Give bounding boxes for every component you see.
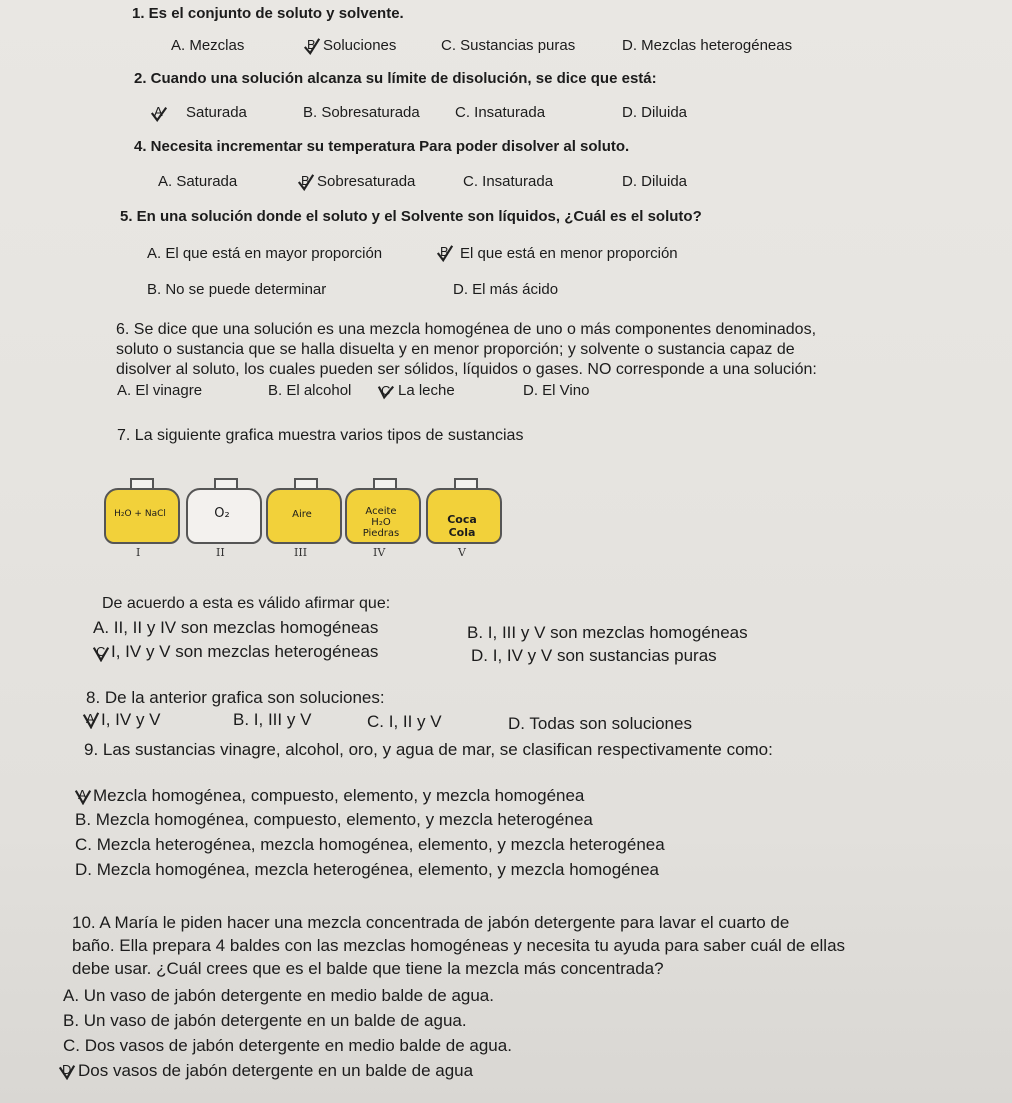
question-10-line-1: 10. A María le piden hacer una mezcla concentrada de jabón detergente para lavar el cuarto de [72,913,790,932]
q1-option-c[interactable]: C. Sustancias puras [441,37,576,54]
q6-option-c[interactable]: La leche [398,382,455,399]
q4-option-d[interactable]: D. Diluida [622,173,688,190]
jar-IV [343,478,423,558]
q9-option-d[interactable]: D. Mezcla homogénea, mezcla heterogénea, elemento, y mezcla homogénea [75,860,660,879]
check-mark-icon [303,37,321,55]
jar-III-number: III [294,546,308,559]
check-mark-icon [436,244,454,262]
check-mark-icon [82,711,100,729]
question-2: 2. Cuando una solución alcanza su límite de disolución, se dice que está: [134,70,657,87]
question-10-line-3: debe usar. ¿Cuál crees que es el balde que tiene la mezcla más concentrada? [72,959,664,978]
jar-V [424,478,504,558]
check-mark-icon [74,787,92,805]
marked-letter: C [381,383,391,398]
jar-II [184,478,262,558]
q4-option-c[interactable]: C. Insaturada [463,173,554,190]
q5-option-c[interactable]: El que está en menor proporción [460,245,678,262]
q1-option-b[interactable]: Soluciones [323,37,397,54]
q8-option-a[interactable]: I, IV y V [101,710,161,729]
marked-letter: B [301,173,310,188]
question-9: 9. Las sustancias vinagre, alcohol, oro, y agua de mar, se clasifican respectivamente como: [84,740,773,759]
q10-option-b[interactable]: B. Un vaso de jabón detergente en un balde de agua. [63,1011,467,1030]
jar-V-label-top: Coca [447,513,477,526]
q10-option-d[interactable]: Dos vasos de jabón detergente en un balde de agua [78,1061,474,1080]
jar-II-label: O₂ [214,506,230,521]
q9-option-c[interactable]: C. Mezcla heterogénea, mezcla homogénea, elemento, y mezcla heterogénea [75,835,665,854]
substances-figure [100,478,510,570]
jar-V-label-bottom: Cola [448,526,476,539]
check-mark-icon [58,1062,76,1080]
question-1: 1. Es el conjunto de soluto y solvente. [132,5,404,22]
q7-option-b[interactable]: B. I, III y V son mezclas homogéneas [467,623,748,642]
q7-option-c[interactable]: I, IV y V son mezclas heterogéneas [111,642,379,661]
jar-III-label: Aire [292,509,312,520]
q5-option-a[interactable]: A. El que está en mayor proporción [147,245,383,262]
question-10-line-2: baño. Ella prepara 4 baldes con las mezclas homogéneas y necesita tu ayuda para saber cuál de ellas [72,936,846,955]
q8-option-d[interactable]: D. Todas son soluciones [508,714,692,733]
marked-letter: D [62,1062,72,1077]
marked-letter: B [440,244,449,259]
question-5: 5. En una solución donde el soluto y el Solvente son líquidos, ¿Cuál es el soluto? [120,208,702,225]
jar-IV-oil-label: Aceite [365,506,397,517]
jar-IV-number: IV [373,546,386,559]
q5-option-d[interactable]: D. El más ácido [453,281,559,298]
q4-option-b[interactable]: Sobresaturada [317,173,416,190]
q8-option-c[interactable]: C. I, II y V [367,712,442,731]
q4-option-a[interactable]: A. Saturada [158,173,238,190]
jar-I-label: H₂O + NaCl [114,509,166,519]
question-8: 8. De la anterior grafica son soluciones: [86,688,385,707]
q6-option-d[interactable]: D. El Vino [523,382,590,399]
question-6-line-3: disolver al soluto, los cuales pueden ser sólidos, líquidos o gases. NO corresponde a una solución: [116,361,817,378]
q10-option-c[interactable]: C. Dos vasos de jabón detergente en medio balde de agua. [63,1036,512,1055]
marked-letter: A [154,104,163,119]
q10-option-a[interactable]: A. Un vaso de jabón detergente en medio balde de agua. [63,986,494,1005]
q7-option-a[interactable]: A. II, II y IV son mezclas homogéneas [93,618,379,637]
q2-option-d[interactable]: D. Diluida [622,104,688,121]
jar-I [100,478,182,558]
check-mark-icon [150,104,168,122]
q6-option-a[interactable]: A. El vinagre [117,382,203,399]
q2-option-c[interactable]: C. Insaturada [455,104,546,121]
marked-letter: A [86,711,95,726]
q9-option-a[interactable]: Mezcla homogénea, compuesto, elemento, y mezcla homogénea [93,786,585,805]
question-7: 7. La siguiente grafica muestra varios tipos de sustancias [117,427,524,444]
q6-option-b[interactable]: B. El alcohol [268,382,352,399]
jar-III [264,478,342,558]
check-mark-icon [297,173,315,191]
marked-letter: C [96,644,106,659]
q7-option-d[interactable]: D. I, IV y V son sustancias puras [471,646,717,665]
marked-letter: A [78,787,87,802]
question-6-line-1: 6. Se dice que una solución es una mezcla homogénea de uno o más componentes denominados, [116,321,817,338]
q2-option-a[interactable]: Saturada [186,104,247,121]
question-7-prompt: De acuerdo a esta es válido afirmar que: [102,595,391,612]
question-6-line-2: soluto o sustancia que se halla disuelta y en menor proporción; y solvente o sustancia capaz de [116,341,795,358]
q8-option-b[interactable]: B. I, III y V [233,710,312,729]
question-4: 4. Necesita incrementar su temperatura Para poder disolver al soluto. [134,138,630,155]
check-mark-icon [92,644,110,662]
q5-option-b[interactable]: B. No se puede determinar [147,281,327,298]
jar-IV-stones-label: Piedras [362,528,400,539]
q9-option-b[interactable]: B. Mezcla homogénea, compuesto, elemento, y mezcla heterogénea [75,810,593,829]
q1-option-a[interactable]: A. Mezclas [171,37,245,54]
marked-letter: B [307,37,316,52]
check-mark-icon [377,383,395,401]
q1-option-d[interactable]: D. Mezclas heterogéneas [622,37,793,54]
jar-IV-water-label: H₂O [371,517,391,528]
jar-V-number: V [458,546,466,559]
jar-II-number: II [216,546,225,559]
jar-I-number: I [136,546,141,559]
q2-option-b[interactable]: B. Sobresaturada [303,104,420,121]
